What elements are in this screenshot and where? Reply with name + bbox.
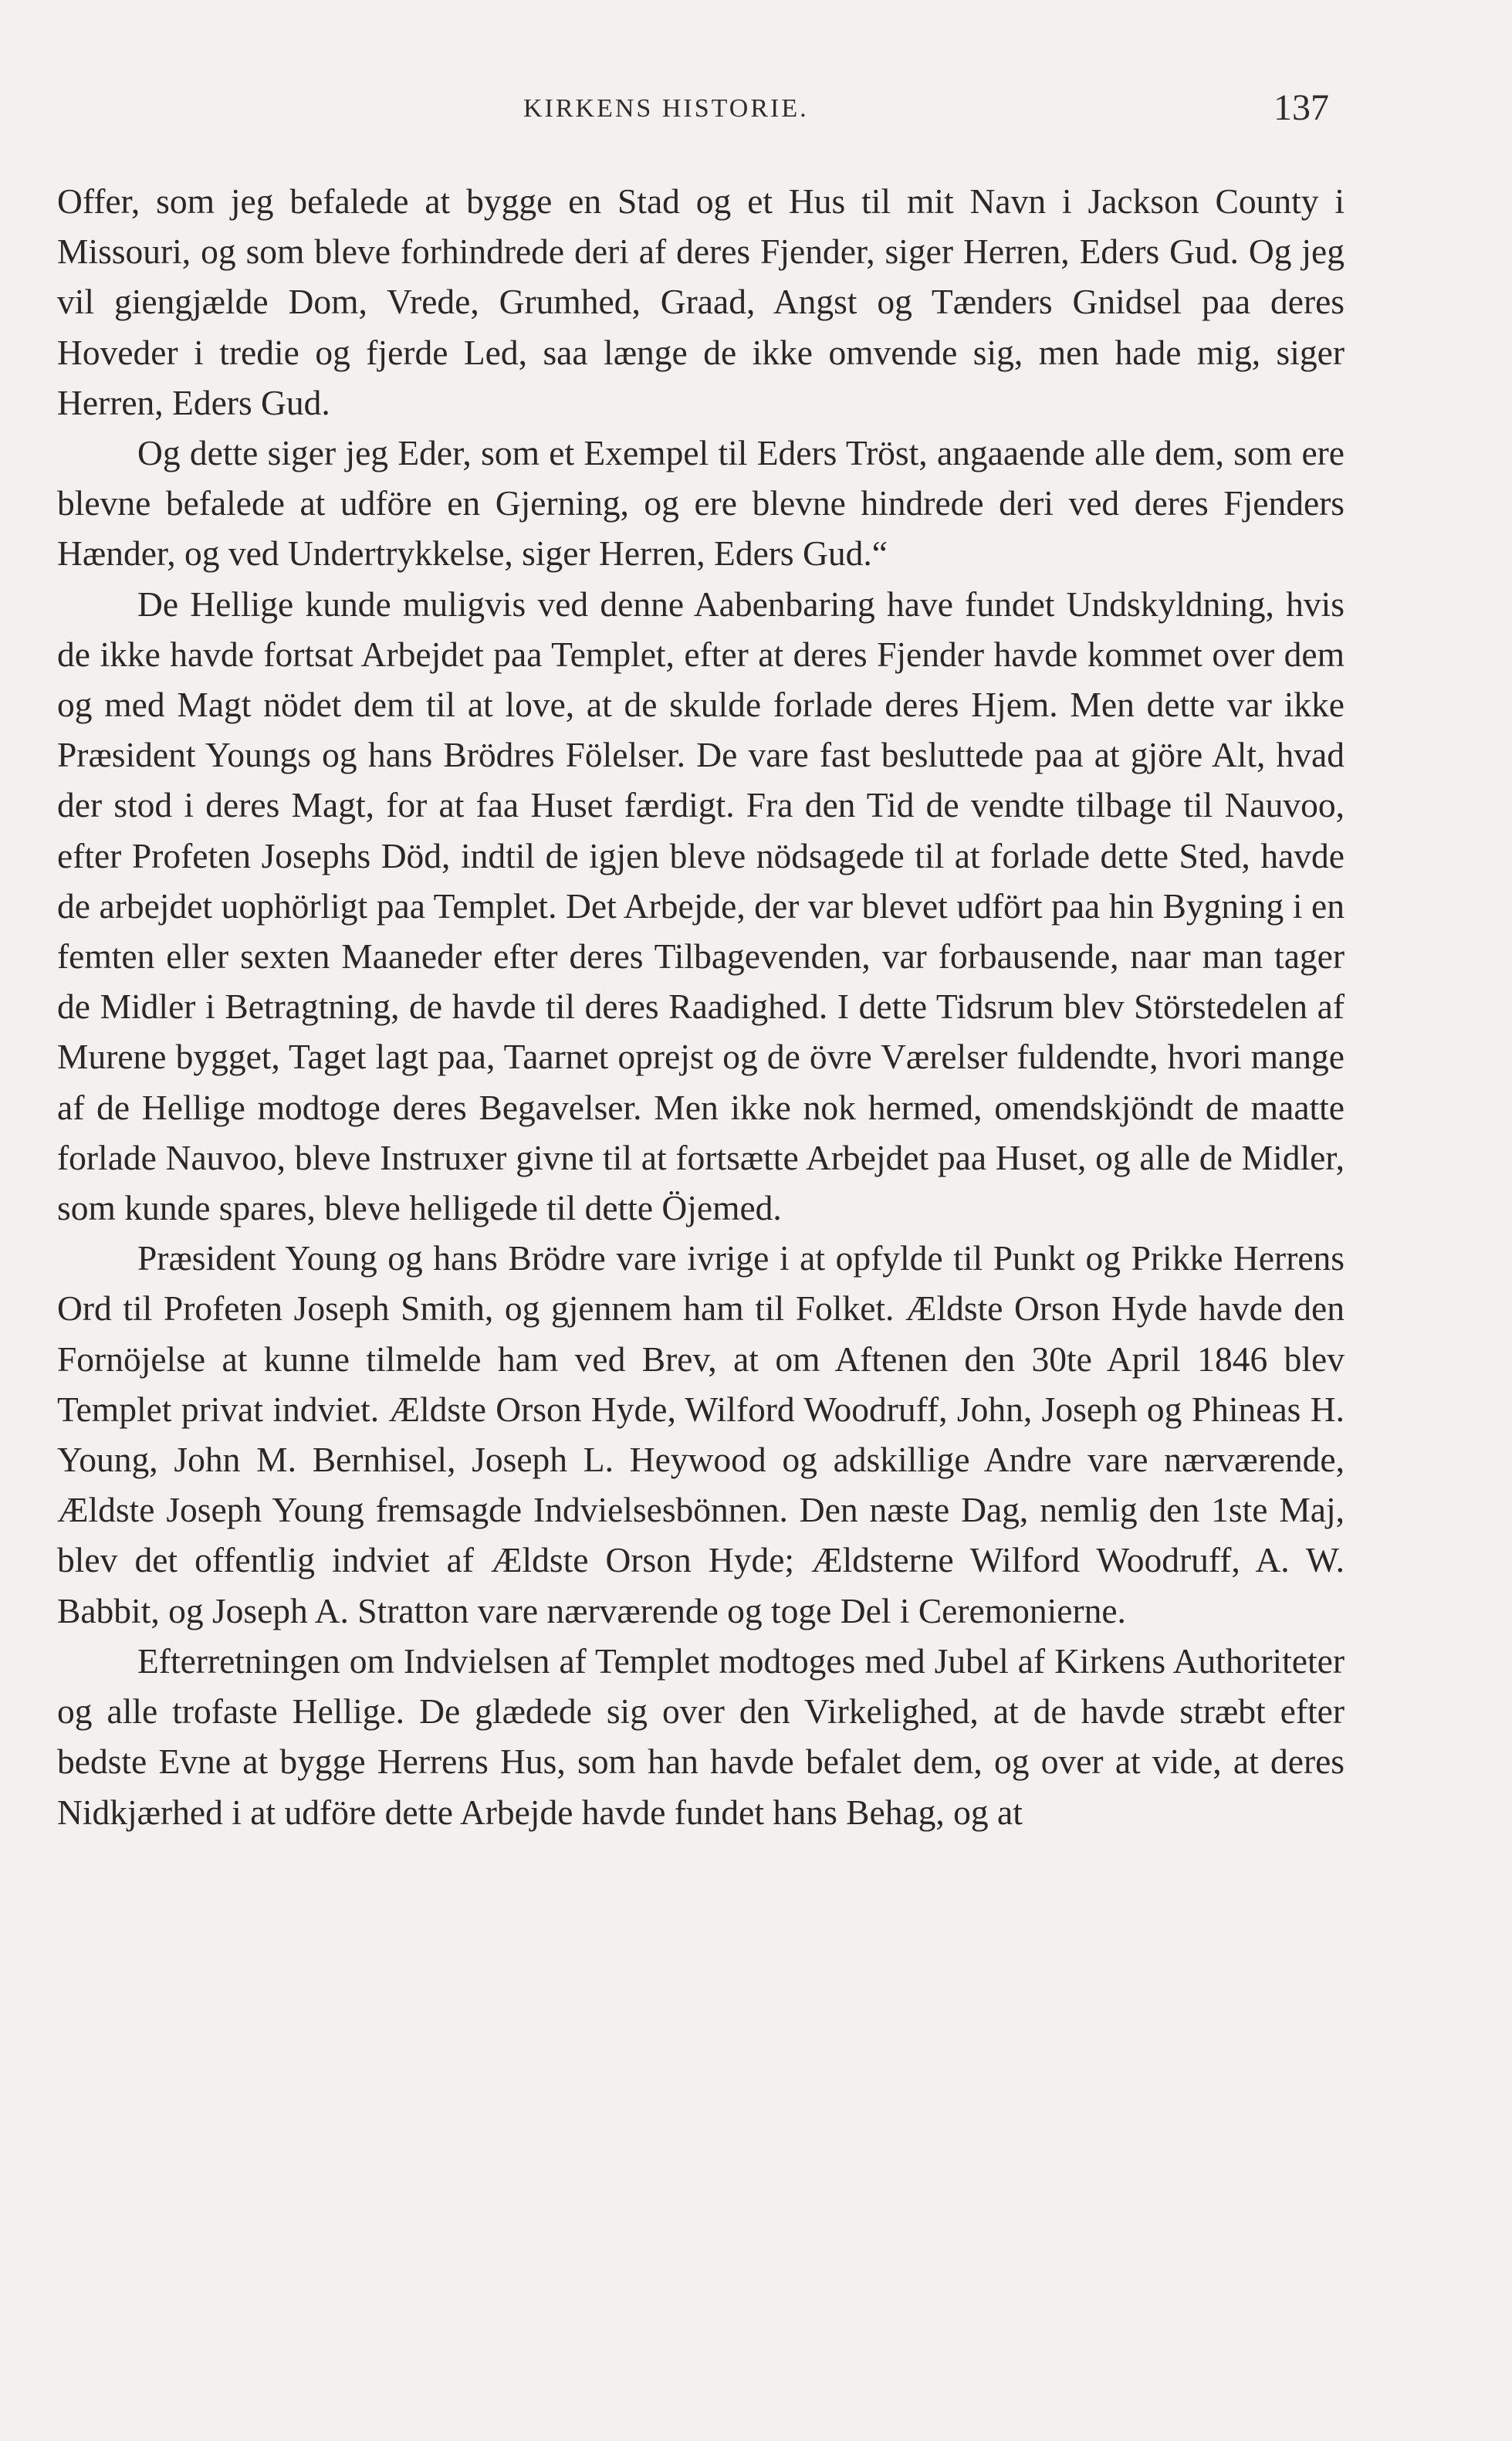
running-header bbox=[0, 86, 1512, 133]
paragraph-5: Efterretningen om Indvielsen af Templet modtoges med Jubel af Kirkens Authoriteter og alle trofaste Hellige. De glædede sig over den Virkelighed, at de havde stræbt efter bedste Evne at bygge Herrens Hus, som han havde befalet dem, og over at vide, at deres Nidkjærhed i at udföre dette Arbejde havde fundet hans Behag, og at bbox=[57, 1640, 1345, 1832]
page-number: 137 bbox=[1274, 87, 1329, 128]
paragraph-2: Og dette siger jeg Eder, som et Exempel til Eders Tröst, angaaende alle dem, som ere blevne befalede at udföre en Gjerning, og ere blevne hindrede deri ved deres Fjenders Hænder, og ved Undertrykkelse, siger Herren, Eders Gud.“ bbox=[57, 433, 1345, 574]
paragraph-4: Præsident Young og hans Brödre vare ivrige i at opfylde til Punkt og Prikke Herrens Ord til Profeten Joseph Smith, og gjennem ham til Folket. Ældste Orson Hyde havde den Fornöjelse at kunne tilmelde ham ved Brev, at om Aftenen den 30te April 1846 blev Templet privat indviet. Ældste Orson Hyde, Wilford Woodruff, John, Joseph og Phineas H. Young, John M. Bernhisel, Joseph L. Heywood og adskillige Andre vare nærværende, Ældste Joseph Young fremsagde Indvielsesbönnen. Den næste Dag, nemlig den 1ste Maj, blev det offentlig indviet af Ældste Orson Hyde; Ældsterne Wilford Woodruff, A. W. Babbit, og Joseph A. Stratton vare nærværende og toge Del i Ceremonierne. bbox=[57, 1238, 1345, 1630]
running-title: KIRKENS HISTORIE. bbox=[523, 94, 809, 123]
paragraph-1: Offer, som jeg befalede at bygge en Stad og et Hus til mit Navn i Jackson County i Missouri, og som bleve forhindrede deri af deres Fjender, siger Herren, Eders Gud. Og jeg vil giengjælde Dom, Vrede, Grumhed, Graad, Angst og Tænders Gnidsel paa deres Hoveder i tredie og fjerde Led, saa længe de ikke omvende sig, men hade mig, siger Herren, Eders Gud. bbox=[57, 181, 1345, 422]
paragraph-3: De Hellige kunde muligvis ved denne Aabenbaring have fundet Undskyldning, hvis de ikke havde fortsat Arbejdet paa Templet, efter at deres Fjender havde kommet over dem og med Magt nödet dem til at love, at de skulde forlade deres Hjem. Men dette var ikke Præsident Youngs og hans Brödres Fölelser. De vare fast besluttede paa at gjöre Alt, hvad der stod i deres Magt, for at faa Huset færdigt. Fra den Tid de vendte tilbage til Nauvoo, efter Profeten Josephs Död, indtil de igjen bleve nödsagede til at forlade dette Sted, havde de arbejdet uophörligt paa Templet. Det Arbejde, der var blevet udfört paa hin Bygning i en femten eller sexten Maaneder efter deres Tilbagevenden, var forbausende, naar man tager de Midler i Betragtning, de havde til deres Raadighed. I dette Tidsrum blev Störstedelen af Murene bygget, Taget lagt paa, Taarnet oprejst og de övre Værelser fuldendte, hvori mange af de Hellige modtoge deres Begavelser. Men ikke nok hermed, omendskjöndt de maatte forlade Nauvoo, bleve Instruxer givne til at fortsætte Arbejdet paa Huset, og alle de Midler, som kunde spares, bleve helligede til dette Öjemed. bbox=[57, 584, 1345, 1228]
body-text bbox=[57, 176, 1345, 2338]
